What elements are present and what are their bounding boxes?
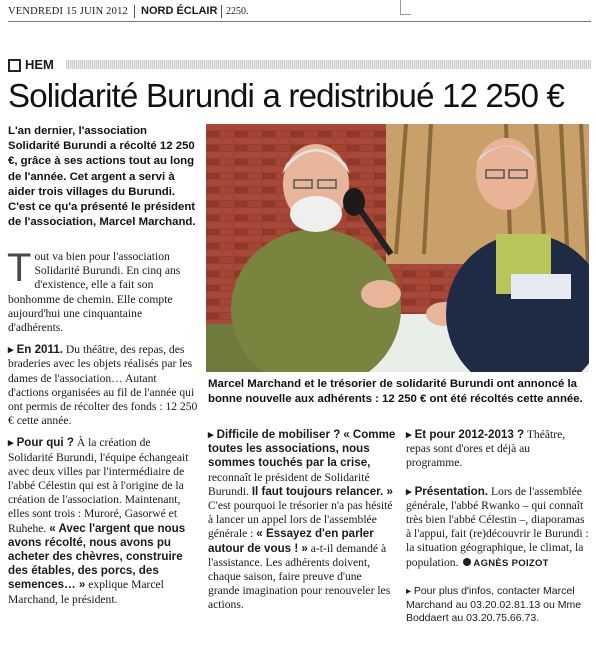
section-name: HEM bbox=[25, 57, 54, 72]
kicker-pour-qui: ▸ Pour qui ? bbox=[8, 436, 74, 449]
paragraph-2011 bbox=[8, 343, 198, 428]
quote-difficile-3: « Essayez d'en parler autour de vous ! » bbox=[208, 527, 374, 555]
text-et-pour: Théâtre, repas sont d'ores et déjà au programme. bbox=[406, 428, 566, 470]
drop-cap: T bbox=[7, 246, 32, 290]
lead-paragraph: L'an dernier, l'association Solidarité Burundi a récolté 12 250 €, grâce à ses actions tout au long de l'année. Cet argent a servi à aider trois villages du Burundi. C'est ce qu'a présenté le président de l'association, Marcel Marchand. bbox=[8, 125, 196, 229]
quote-difficile-1: « Comme toutes les associations, nous sommes touchés par la crise, bbox=[208, 428, 396, 470]
text-pour-qui-b: explique Marcel Marchand, le président. bbox=[8, 578, 164, 606]
article-column-1 bbox=[7, 246, 198, 607]
issue-date: VENDREDI 15 JUIN 2012 bbox=[8, 6, 128, 17]
intro-text: out va bien pour l'association Solidarité Burundi. En cinq ans d'existence, elle a fait son bonhomme de chemin. Elle compte aujourd'hui une cinquantaine d'adhérents. bbox=[8, 250, 181, 335]
photo-caption: Marcel Marchand et le trésorier de solidarité Burundi ont annoncé la bonne nouvelle aux adhérents : 12 250 € ont été récoltés cette année. bbox=[208, 378, 583, 405]
author-signature: AGNÈS POIZOT bbox=[473, 557, 549, 569]
article-column-2 bbox=[208, 428, 396, 613]
text-pour-qui-a: À la création de Solidarité Burundi, l'équipe échangeait avec deux villes par l'intermédiaire de l'abbé Célestin qui est à l'origine de la création de l'association. Maintenant, elles sont trois : Muroré, Gasorwé et Ruhehe. bbox=[8, 436, 189, 535]
article-column-3 bbox=[406, 428, 589, 626]
paragraph-difficile bbox=[208, 428, 396, 613]
section-band bbox=[66, 60, 591, 69]
section-square-icon bbox=[8, 59, 21, 72]
text-2011: Du théâtre, des repas, des braderies avec les objets réalisés par les dames de l'association… Autant d'actions organisées au fil de l'année qui ont permis de récolter des fonds : 12 250 € cette année. bbox=[8, 343, 198, 428]
contact-info: ▸ Pour plus d'infos, contacter Marcel Marchand au 03.20.02.81.13 ou Mme Boddaert au 03.20.75.66.73. bbox=[406, 585, 589, 626]
newspaper-name: NORD ÉCLAIR bbox=[141, 5, 218, 17]
kicker-difficile: ▸ Difficile de mobiliser ? bbox=[208, 428, 340, 441]
photo-illustration bbox=[206, 124, 589, 372]
page-header bbox=[0, 0, 595, 26]
section-strip bbox=[8, 58, 591, 72]
paragraph-pour-qui bbox=[8, 436, 198, 606]
intro-paragraph bbox=[7, 246, 198, 335]
headline: Solidarité Burundi a redistribué 12 250 € bbox=[8, 77, 565, 114]
text-difficile-b: C'est pourquoi le trésorier n'a pas hésité à lancer un appel lors de l'assemblée générale : bbox=[208, 499, 393, 541]
header-rule bbox=[8, 21, 591, 22]
text-difficile-a: reconnaît le président de Solidarité Burundi. bbox=[208, 470, 370, 498]
header-corner-line bbox=[400, 0, 411, 15]
article-photo bbox=[206, 124, 589, 372]
kicker-presentation: ▸ Présentation. bbox=[406, 485, 488, 498]
paragraph-presentation bbox=[406, 485, 589, 571]
header-divider bbox=[221, 5, 222, 18]
quote-difficile-2: Il faut toujours relancer. » bbox=[251, 484, 393, 498]
page-number: 2250. bbox=[226, 6, 249, 17]
header-divider bbox=[134, 5, 135, 18]
kicker-et-pour: ▸ Et pour 2012-2013 ? bbox=[406, 428, 524, 441]
text-difficile-c: a-t-il demandé à l'assistance. Les adhérents doivent, chaque saison, faire preuve d'une grande imagination pour renouveler les actions. bbox=[208, 541, 391, 612]
quote-pour-qui: « Avec l'argent que nous avons récolté, nous avons pu acheter des chèvres, construire des étables, des porcs, des semences… » bbox=[8, 521, 186, 592]
kicker-2011: ▸ En 2011. bbox=[8, 343, 63, 356]
signature-dot-icon bbox=[463, 558, 471, 566]
paragraph-et-pour bbox=[406, 428, 589, 471]
text-presentation: Lors de l'assemblée générale, l'abbé Rwanko – qui connaît très bien l'abbé Célestin –, diaporamas à l'appui, fait (re)découvrir le Burundi : la situation géographique, le climat, la population. bbox=[406, 484, 589, 569]
